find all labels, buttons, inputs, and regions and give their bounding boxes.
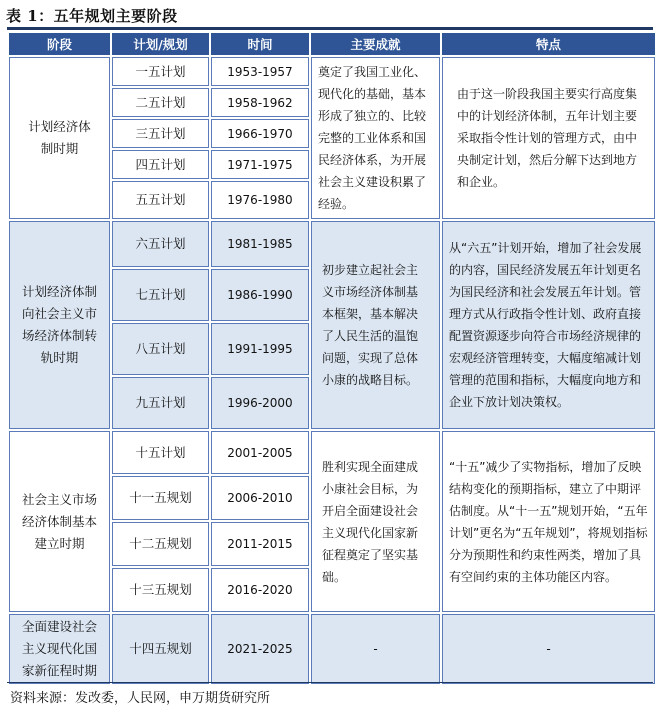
plan-cell: 一五计划 xyxy=(112,57,209,86)
stage-cell: 全面建设社会主义现代化国家新征程时期 xyxy=(9,614,110,684)
table-row xyxy=(9,57,655,86)
achievement-cell: 初步建立起社会主义市场经济体制基本框架，基本解决了人民生活的温饱问题，实现了总体小康的战略目标。 xyxy=(311,221,440,429)
plan-cell: 五五计划 xyxy=(112,181,209,219)
header-stage: 阶段 xyxy=(9,33,110,55)
time-cell: 2011-2015 xyxy=(211,522,309,566)
stage-cell: 计划经济体制向社会主义市场经济体制转轨时期 xyxy=(9,221,110,429)
plan-cell: 七五计划 xyxy=(112,269,209,321)
time-cell: 1976-1980 xyxy=(211,181,309,219)
plan-cell: 十四五规划 xyxy=(112,614,209,684)
time-cell: 2001-2005 xyxy=(211,431,309,474)
plan-cell: 六五计划 xyxy=(112,221,209,267)
time-cell: 1971-1975 xyxy=(211,150,309,179)
table-row xyxy=(9,221,655,267)
plan-cell: 十二五规划 xyxy=(112,522,209,566)
time-cell: 2006-2010 xyxy=(211,476,309,520)
time-cell: 1953-1957 xyxy=(211,57,309,86)
time-cell: 2016-2020 xyxy=(211,568,309,612)
table-row xyxy=(9,431,655,474)
plan-cell: 十一五规划 xyxy=(112,476,209,520)
time-cell: 1986-1990 xyxy=(211,269,309,321)
source-rule xyxy=(7,682,653,683)
achievement-cell: - xyxy=(311,614,440,684)
header-row xyxy=(9,33,655,55)
time-cell: 1996-2000 xyxy=(211,377,309,429)
time-cell: 1981-1985 xyxy=(211,221,309,267)
plan-cell: 十三五规划 xyxy=(112,568,209,612)
achievement-cell: 胜利实现全面建成小康社会目标，为开启全面建设社会主义现代化国家新征程奠定了坚实基础。 xyxy=(311,431,440,612)
five-year-plan-table xyxy=(7,31,657,686)
feature-cell: 从“六五”计划开始，增加了社会发展的内容，国民经济发展五年计划更名为国民经济和社会发展五年计划。管理方式从行政指令性计划、政府直接配置资源逐步向符合市场经济规律的宏观经济管理转变，大幅度缩减计划管理的范围和指标，大幅度向地方和企业下放计划决策权。 xyxy=(442,221,655,429)
plan-cell: 八五计划 xyxy=(112,323,209,375)
header-time: 时间 xyxy=(211,33,309,55)
plan-cell: 三五计划 xyxy=(112,119,209,148)
feature-cell: “十五”减少了实物指标，增加了反映结构变化的预期指标，建立了中期评估制度。从“十一五”规划开始，“五年计划”更名为“五年规划”，将规划指标分为预期性和约束性两类，增加了具有空间约束的主体功能区内容。 xyxy=(442,431,655,612)
stage-cell: 社会主义市场经济体制基本建立时期 xyxy=(9,431,110,612)
time-cell: 1991-1995 xyxy=(211,323,309,375)
title-rule xyxy=(7,27,653,30)
plan-cell: 二五计划 xyxy=(112,88,209,117)
header-feature: 特点 xyxy=(442,33,655,55)
plan-cell: 十五计划 xyxy=(112,431,209,474)
table-title: 表 1：五年规划主要阶段 xyxy=(6,7,178,25)
plan-cell: 九五计划 xyxy=(112,377,209,429)
header-achievement: 主要成就 xyxy=(311,33,440,55)
time-cell: 2021-2025 xyxy=(211,614,309,684)
achievement-cell: 奠定了我国工业化、现代化的基础，基本形成了独立的、比较完整的工业体系和国民经济体系，为开展社会主义建设积累了经验。 xyxy=(311,57,440,219)
header-plan: 计划/规划 xyxy=(112,33,209,55)
source-note: 资料来源：发改委，人民网，申万期货研究所 xyxy=(10,691,271,706)
time-cell: 1966-1970 xyxy=(211,119,309,148)
table-row xyxy=(9,614,655,684)
time-cell: 1958-1962 xyxy=(211,88,309,117)
feature-cell: 由于这一阶段我国主要实行高度集中的计划经济体制，五年计划主要采取指令性计划的管理方式，由中央制定计划，然后分解下达到地方和企业。 xyxy=(442,57,655,219)
plan-cell: 四五计划 xyxy=(112,150,209,179)
stage-cell: 计划经济体制时期 xyxy=(9,57,110,219)
feature-cell: - xyxy=(442,614,655,684)
